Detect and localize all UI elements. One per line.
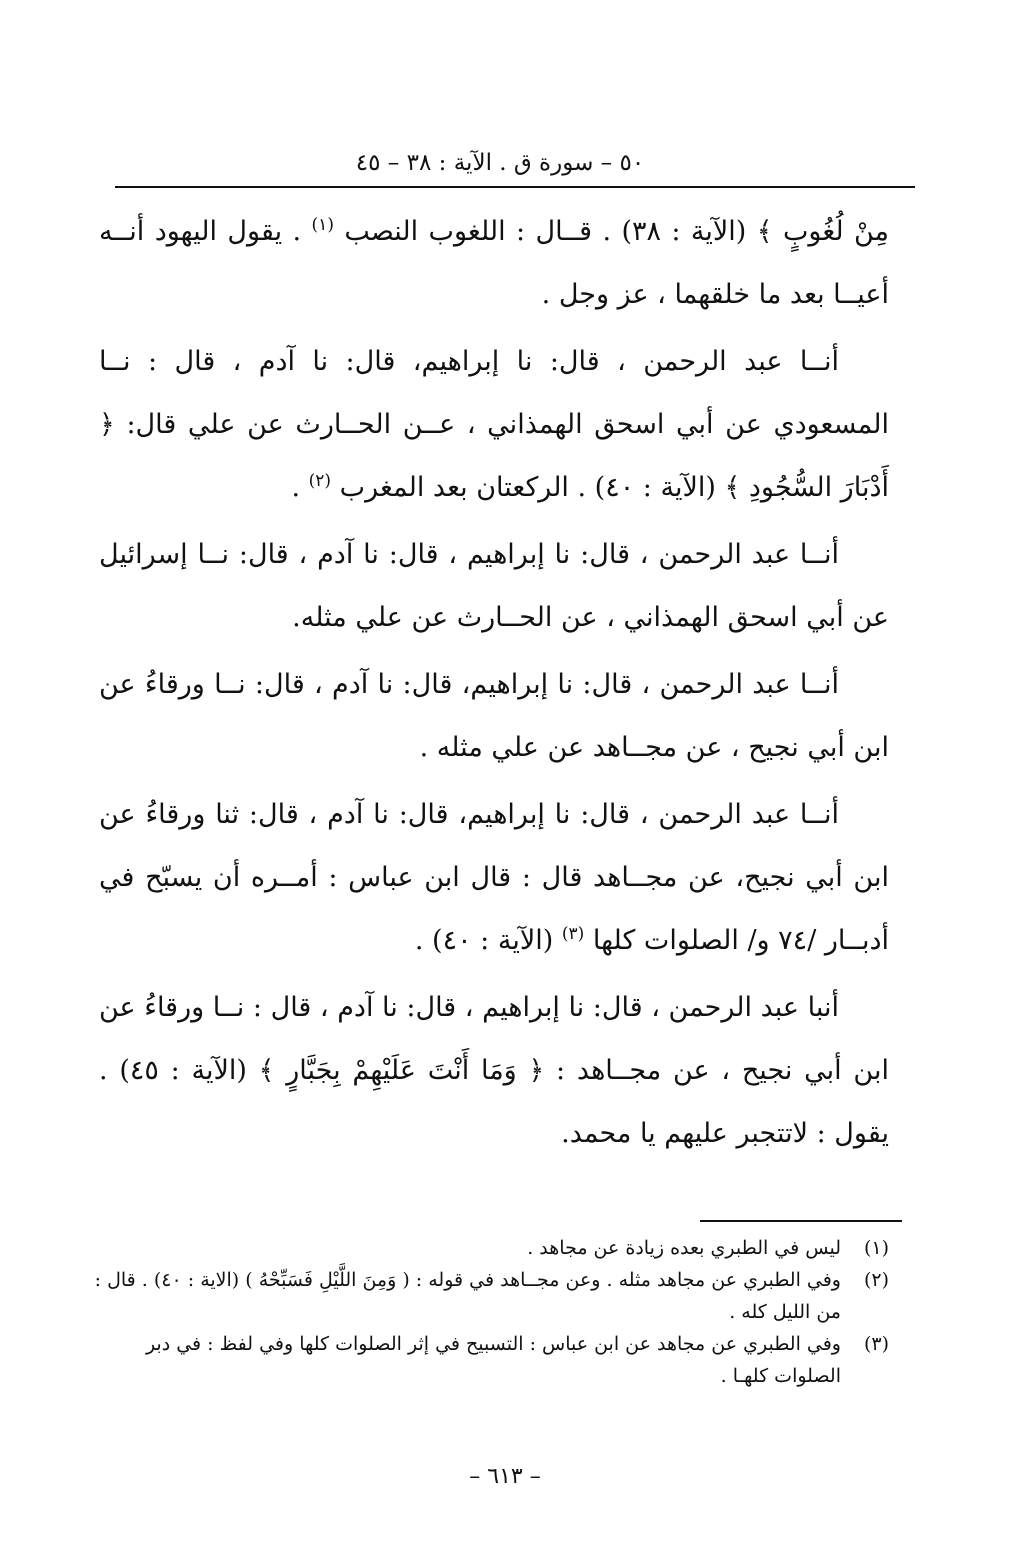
paragraph-text: أنــا عبد الرحمن ، قال: نا إبراهيم ، قال: نا آدم ، قال: نــا إسرائيل عن أبي اسحق الهمذاني ، عن الحــارث عن علي مثله.: [99, 539, 889, 633]
page-number: – ٦١٣ –: [469, 1464, 541, 1489]
paragraph-6: [99, 976, 889, 1165]
footnote-3: [89, 1328, 889, 1392]
paragraph-text: أنبا عبد الرحمن ، قال: نا إبراهيم ، قال: نا آدم ، قال : نــا ورقاءُ عن ابن أبي نجيح ، عن مجــاهد : ﴿ وَمَا أَنْتَ عَلَيْهِمْ بِجَبَّارٍ ﴾ (الآية : ٤٥) . يقول : لاتتجبر عليهم يا محمد.: [99, 992, 889, 1149]
paragraph-2: [99, 330, 889, 519]
paragraph-3: [99, 523, 889, 649]
footnote-1: [89, 1232, 889, 1264]
paragraph-text: أنــا عبد الرحمن ، قال: نا إبراهيم، قال: نا آدم ، قال : نــا المسعودي عن أبي اسحق الهمذاني ، عــن الحــارث عن علي قال: ﴿ أَدْبَارَ السُّجُودِ ﴾ (الآية : ٤٠) . الركعتان بعد المغرب: [99, 346, 889, 503]
paragraph-text-after: .: [291, 472, 301, 503]
footnote-number: (٢): [863, 1269, 889, 1291]
footnote-text: وفي الطبري عن مجاهد عن ابن عباس : التسبيح في إثر الصلوات كلها وفي لفظ : في دبر الصلوات كلهـا .: [145, 1333, 841, 1387]
paragraph-text: أنــا عبد الرحمن ، قال: نا إبراهيم، قال: نا آدم ، قال: ثنا ورقاءُ عن ابن أبي نجيح، عن مجــاهد قال : قال ابن عباس : أمــره أن يسبّح في أدبــار /٧٤ و/ الصلوات كلها: [99, 799, 889, 956]
footnote-number: (٣): [863, 1333, 889, 1355]
header-rule: [115, 186, 915, 188]
footnote-rule: [700, 1220, 902, 1222]
footnote-number: (١): [863, 1237, 889, 1259]
footnote-text: وفي الطبري عن مجاهد مثله . وعن مجــاهد في قوله : ( وَمِنَ اللَّيْلِ فَسَبِّحْهُ ) (الاية : ٤٠) . قال : من الليل كله .: [94, 1269, 841, 1323]
footnote-2: [89, 1264, 889, 1328]
paragraph-text-after: . يقول اليهود أنــه أعيــا بعد ما خلقهما ، عز وجل .: [99, 216, 889, 310]
paragraph-1: [99, 200, 889, 326]
paragraph-5: [99, 783, 889, 972]
footnote-ref-1: (١): [311, 215, 334, 235]
paragraph-text: مِنْ لُغُوبٍ ﴾ (الآية : ٣٨) . قــال : اللغوب النصب: [344, 216, 889, 247]
running-head: ٥٠ – سورة ق . الآية : ٣٨ – ٤٥: [355, 150, 645, 176]
footnote-ref-2: (٢): [308, 471, 332, 491]
footnote-ref-3: (٣): [561, 924, 585, 944]
paragraph-4: [99, 653, 889, 779]
footnotes: [89, 1232, 889, 1392]
footnote-text: ليس في الطبري بعده زيادة عن مجاهد .: [527, 1237, 841, 1259]
paragraph-text-after: (الآية : ٤٠) .: [414, 925, 554, 956]
main-text: [99, 200, 889, 1165]
paragraph-text: أنــا عبد الرحمن ، قال: نا إبراهيم، قال: نا آدم ، قال: نــا ورقاءُ عن ابن أبي نجيح ، عن مجــاهد عن علي مثله .: [99, 669, 889, 763]
